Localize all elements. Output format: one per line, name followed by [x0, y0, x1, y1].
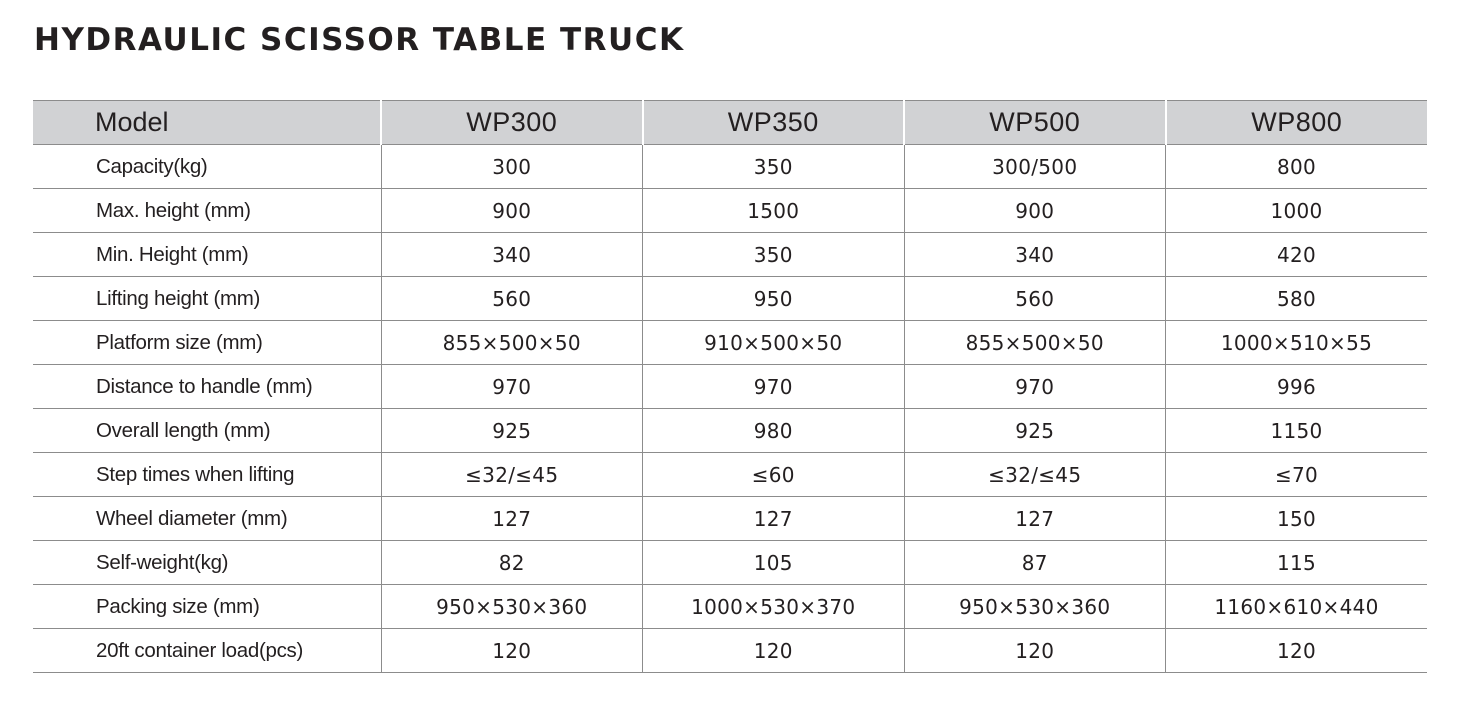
- row-label: Capacity(kg): [33, 145, 381, 189]
- cell-value: 950: [643, 277, 905, 321]
- row-label: Min. Height (mm): [33, 233, 381, 277]
- cell-value: 900: [904, 189, 1166, 233]
- cell-value: 1000: [1166, 189, 1428, 233]
- row-label: Step times when lifting: [33, 453, 381, 497]
- page-title: HYDRAULIC SCISSOR TABLE TRUCK: [34, 22, 685, 58]
- cell-value: 87: [904, 541, 1166, 585]
- cell-value: 980: [643, 409, 905, 453]
- cell-value: 127: [904, 497, 1166, 541]
- cell-value: 1150: [1166, 409, 1428, 453]
- cell-value: 580: [1166, 277, 1428, 321]
- cell-value: 800: [1166, 145, 1428, 189]
- cell-value: 950×530×360: [904, 585, 1166, 629]
- cell-value: 350: [643, 233, 905, 277]
- header-model-wp500: WP500: [904, 101, 1166, 145]
- table-row: [33, 453, 1427, 497]
- row-label: Self-weight(kg): [33, 541, 381, 585]
- table-row: [33, 277, 1427, 321]
- table-row: [33, 145, 1427, 189]
- cell-value: 925: [381, 409, 643, 453]
- cell-value: 127: [643, 497, 905, 541]
- row-label: 20ft container load(pcs): [33, 629, 381, 673]
- table-row: [33, 629, 1427, 673]
- cell-value: 560: [381, 277, 643, 321]
- header-row: [33, 101, 1427, 145]
- cell-value: ≤70: [1166, 453, 1428, 497]
- spec-table-header: [33, 101, 1427, 145]
- row-label: Distance to handle (mm): [33, 365, 381, 409]
- cell-value: 970: [643, 365, 905, 409]
- cell-value: 925: [904, 409, 1166, 453]
- cell-value: ≤32/≤45: [381, 453, 643, 497]
- table-row: [33, 365, 1427, 409]
- cell-value: 560: [904, 277, 1166, 321]
- table-row: [33, 233, 1427, 277]
- cell-value: 900: [381, 189, 643, 233]
- cell-value: 127: [381, 497, 643, 541]
- cell-value: 120: [1166, 629, 1428, 673]
- spec-table-body: [33, 145, 1427, 673]
- row-label: Overall length (mm): [33, 409, 381, 453]
- cell-value: 340: [381, 233, 643, 277]
- cell-value: 120: [643, 629, 905, 673]
- cell-value: ≤60: [643, 453, 905, 497]
- cell-value: 970: [381, 365, 643, 409]
- cell-value: 115: [1166, 541, 1428, 585]
- header-model-label: Model: [33, 101, 381, 145]
- cell-value: 82: [381, 541, 643, 585]
- table-row: [33, 541, 1427, 585]
- header-model-wp350: WP350: [643, 101, 905, 145]
- table-row: [33, 497, 1427, 541]
- cell-value: 120: [381, 629, 643, 673]
- cell-value: 1500: [643, 189, 905, 233]
- cell-value: 300/500: [904, 145, 1166, 189]
- header-model-wp300: WP300: [381, 101, 643, 145]
- cell-value: 105: [643, 541, 905, 585]
- cell-value: 1000×510×55: [1166, 321, 1428, 365]
- cell-value: ≤32/≤45: [904, 453, 1166, 497]
- table-row: [33, 409, 1427, 453]
- cell-value: 855×500×50: [381, 321, 643, 365]
- row-label: Max. height (mm): [33, 189, 381, 233]
- cell-value: 300: [381, 145, 643, 189]
- row-label: Lifting height (mm): [33, 277, 381, 321]
- cell-value: 350: [643, 145, 905, 189]
- cell-value: 1160×610×440: [1166, 585, 1428, 629]
- cell-value: 996: [1166, 365, 1428, 409]
- cell-value: 150: [1166, 497, 1428, 541]
- row-label: Platform size (mm): [33, 321, 381, 365]
- cell-value: 1000×530×370: [643, 585, 905, 629]
- spec-table: [33, 100, 1427, 673]
- cell-value: 910×500×50: [643, 321, 905, 365]
- header-model-wp800: WP800: [1166, 101, 1428, 145]
- table-row: [33, 321, 1427, 365]
- cell-value: 420: [1166, 233, 1428, 277]
- cell-value: 950×530×360: [381, 585, 643, 629]
- cell-value: 855×500×50: [904, 321, 1166, 365]
- row-label: Packing size (mm): [33, 585, 381, 629]
- cell-value: 120: [904, 629, 1166, 673]
- table-row: [33, 585, 1427, 629]
- cell-value: 970: [904, 365, 1166, 409]
- cell-value: 340: [904, 233, 1166, 277]
- table-row: [33, 189, 1427, 233]
- row-label: Wheel diameter (mm): [33, 497, 381, 541]
